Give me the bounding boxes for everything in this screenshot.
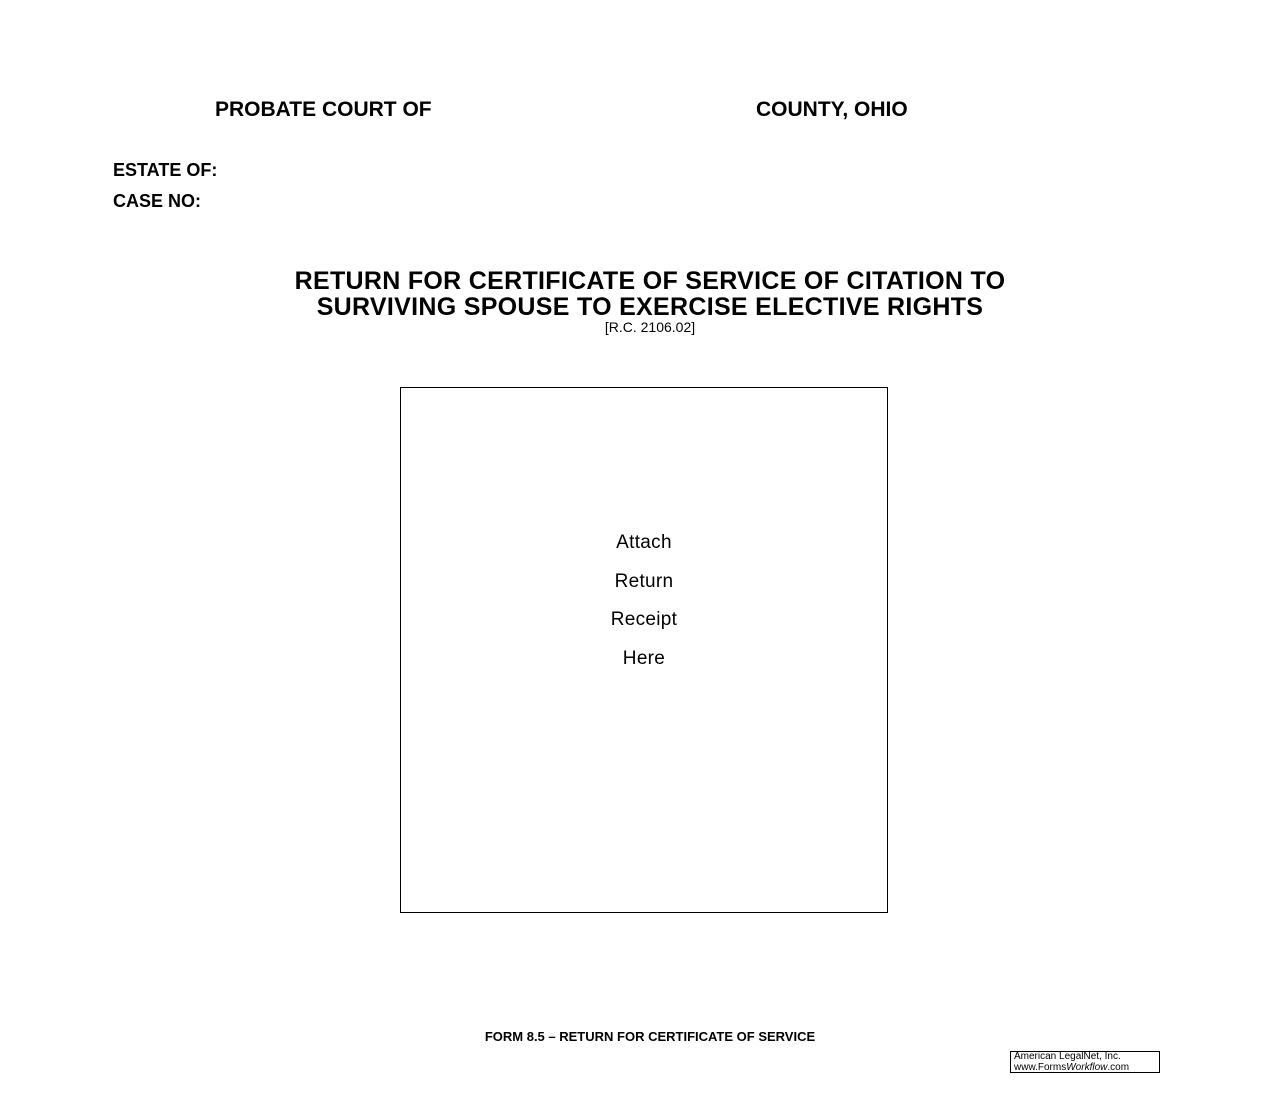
return-receipt-attachment-box [400, 387, 888, 913]
document-title-line-2: SURVIVING SPOUSE TO EXERCISE ELECTIVE RIGHTS [316, 293, 984, 321]
publisher-url-prefix: www.Forms [1014, 1061, 1067, 1073]
publisher-url [1014, 1063, 1159, 1074]
publisher-box [1010, 1051, 1160, 1073]
attachment-instructions [401, 524, 887, 678]
instruction-line: Return [614, 570, 674, 592]
statute-reference: [R.C. 2106.02] [604, 319, 696, 335]
court-name-label: PROBATE COURT OF [215, 98, 432, 121]
instruction-line: Attach [616, 532, 672, 553]
instruction-line: Receipt [610, 609, 678, 630]
form-number-footer: FORM 8.5 – RETURN FOR CERTIFICATE OF SERVICE [484, 1029, 816, 1044]
publisher-url-italic: Workflow [1066, 1061, 1108, 1073]
instruction-line: Here [622, 647, 666, 669]
publisher-name: American LegalNet, Inc. [1014, 1051, 1121, 1062]
estate-label: ESTATE OF: [113, 160, 218, 180]
case-number-label: CASE NO: [113, 191, 202, 211]
publisher-url-suffix: .com [1107, 1061, 1130, 1073]
county-label: COUNTY, OHIO [756, 98, 908, 121]
document-title-line-1: RETURN FOR CERTIFICATE OF SERVICE OF CITATION TO [294, 267, 1006, 295]
